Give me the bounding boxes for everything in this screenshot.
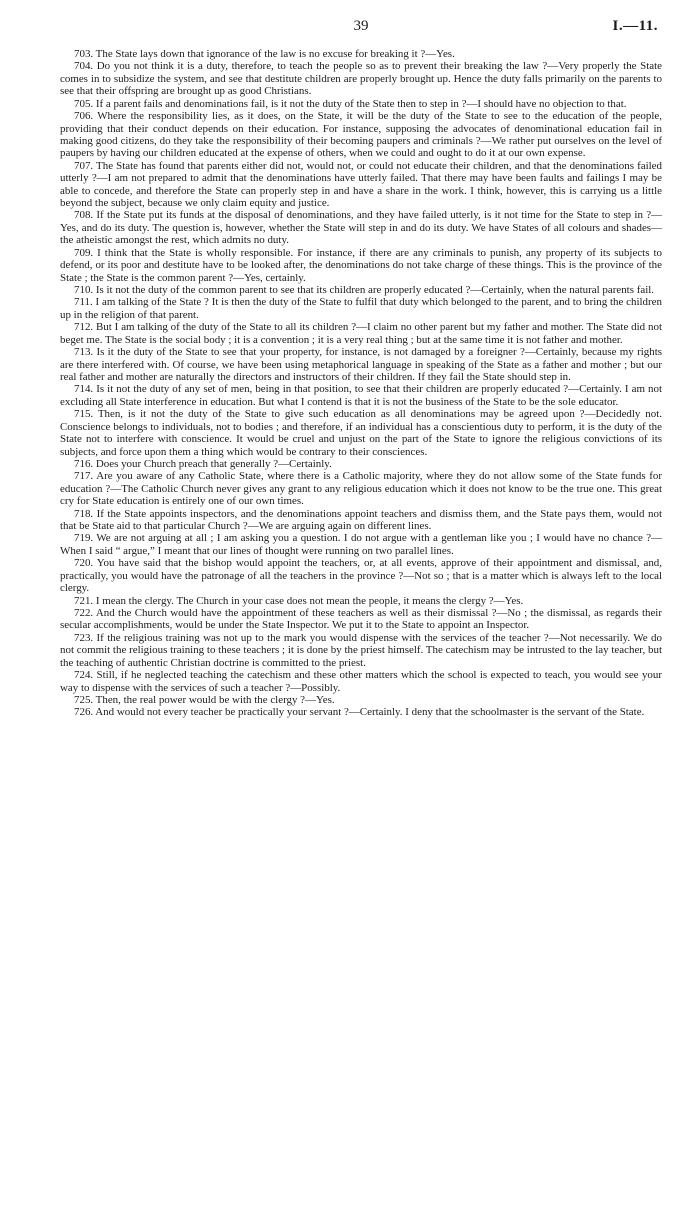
paragraph-704: 704. Do you not think it is a duty, therefore, to teach the people so as to prevent their breaking the law ?—Very properly the State comes in to subsidize the system, and see that destitute children are properly brought up. Hence the duty falls primarily on the parents to see that their offspring are brought up as good Christians. xyxy=(60,60,662,98)
paragraph-708: 708. If the State put its funds at the disposal of denominations, and they have failed utterly, is it not time for the State to step in ?—Yes, and do its duty. The question is, however, whether the State will step in and do its duty. We have States of all colours and shades—the atheistic amongst the rest, which admits no duty. xyxy=(60,209,662,247)
paragraph-713: 713. Is it the duty of the State to see that your property, for instance, is not damaged by a foreigner ?—Certainly, because my rights are there interfered with. Of course, we have been using metaphorical language in speaking of the State as a father and mother ; but our real father and mother are naturally the directors and instructors of their children. If they fail the State should step in. xyxy=(60,346,662,383)
paragraph-724: 724. Still, if he neglected teaching the catechism and these other matters which the school is expected to teach, you would see your way to dispense with the services of such a teacher ?—Possibly. xyxy=(60,669,662,694)
paragraph-711: 711. I am talking of the State ? It is then the duty of the State to fulfil that duty which belonged to the parent, and to bring the children up in the religion of that parent. xyxy=(60,296,662,321)
paragraph-717: 717. Are you aware of any Catholic State, where there is a Catholic majority, where they do not allow some of the State funds for education ?—The Catholic Church never gives any grant to any religious education which it does not know to be the true one. This great cry for State education is entirely one of our own times. xyxy=(60,470,662,508)
document-reference: I.—11. xyxy=(612,18,658,34)
paragraph-710: 710. Is it not the duty of the common parent to see that its children are properly educated ?—Certainly, when the natural parents fail. xyxy=(74,284,655,297)
paragraph-716: 716. Does your Church preach that generally ?—Certainly. xyxy=(74,457,332,470)
paragraph-718: 718. If the State appoints inspectors, and the denominations appoint teachers and dismiss them, and the State pays them, would not that be State aid to that particular Church ?—We are arguing again on different lines. xyxy=(60,507,662,533)
paragraph-707: 707. The State has found that parents either did not, would not, or could not educate their children, and that the denominations failed utterly ?—I am not prepared to admit that the denominations have utterly failed. That there may have been faults and failings I may be able to concede, and therefore the State can properly step in and have a share in the work. I think, however, this is carrying us a little beyond the subject, because we only claim equity and justice. xyxy=(60,159,662,210)
paragraph-722: 722. And the Church would have the appointment of these teachers as well as their dismissal ?—No ; the dismissal, as regards their secular accomplishments, would be under the State Inspector. We put it to the State to appoint an Inspector. xyxy=(60,606,662,632)
paragraph-723: 723. If the religious training was not up to the mark you would dispense with the services of the teacher ?—Not necessarily. We do not commit the religious training to these teachers ; it is done by the priest himself. The catechism may be intrusted to the lay teacher, but the teaching of authentic Christian doctrine is committed to the priest. xyxy=(60,631,662,669)
paragraph-725: 725. Then, the real power would be with the clergy ?—Yes. xyxy=(74,693,335,706)
document-body xyxy=(60,48,662,719)
page-header xyxy=(60,14,662,48)
paragraph-712: 712. But I am talking of the duty of the State to all its children ?—I claim no other parent but my father and mother. The State did not beget me. The State is the social body ; it is a convention ; it is a very real thing ; but at the same time it is not father and mother. xyxy=(60,321,662,346)
paragraph-709: 709. I think that the State is wholly responsible. For instance, if there are any criminals to punish, any property of its subjects to defend, or its poor and destitute have to be looked after, the denominations do not take charge of these things. This is the province of the State ; the State is the common parent ?—Yes, certainly. xyxy=(60,246,662,284)
paragraph-714: 714. Is it not the duty of any set of men, being in that position, to see that their children are properly educated ?—Certainly. I am not excluding all State interference in education. But what I contend is that it is not the business of the State to be the sole educator. xyxy=(60,383,662,408)
paragraph-720: 720. You have said that the bishop would appoint the teachers, or, at all events, approve of their appointment and dismissal, and, practically, you would have the patronage of all the teachers in the province ?—Not so ; that is a matter which is always left to the local clergy. xyxy=(60,557,662,595)
paragraph-706: 706. Where the responsibility lies, as it does, on the State, it will be the duty of the State to see to the education of the people, providing that their conduct depends on their education. For instance, supposing the advocates of denominational education fail in making good citizens, do they take the responsibility of their becoming paupers and criminals ?—We rather put ourselves on the level of paupers by having our children educated at the expense of others, when we could and ought to do it at our own expense. xyxy=(60,110,662,160)
paragraph-705: 705. If a parent fails and denominations fail, is it not the duty of the State then to step in ?—I should have no objection to that. xyxy=(74,97,627,110)
paragraph-703: 703. The State lays down that ignorance of the law is no excuse for breaking it ?—Yes. xyxy=(74,48,455,60)
page-number: 39 xyxy=(353,18,369,34)
paragraph-715: 715. Then, is it not the duty of the State to give such education as all denominations may be agreed upon ?—Decidedly not. Conscience belongs to individuals, not to bodies ; and therefore, if an individual has a conscientious duty to perform, it is the duty of the State not to interfere with conscience. It would be cruel and unjust on the part of the State to ignore the religious convictions of its subjects, and force upon them a thing which would be contrary to their consciences. xyxy=(60,408,662,458)
paragraph-719: 719. We are not arguing at all ; I am asking you a question. I do not argue with a gentleman like you ; I would have no chance ?—When I said “ argue,” I meant that our lines of thought were running on two parallel lines. xyxy=(60,532,662,557)
paragraph-726: 726. And would not every teacher be practically your servant ?—Certainly. I deny that the schoolmaster is the servant of the State. xyxy=(74,706,645,719)
paragraph-721: 721. I mean the clergy. The Church in your case does not mean the people, it means the clergy ?—Yes. xyxy=(74,594,524,607)
